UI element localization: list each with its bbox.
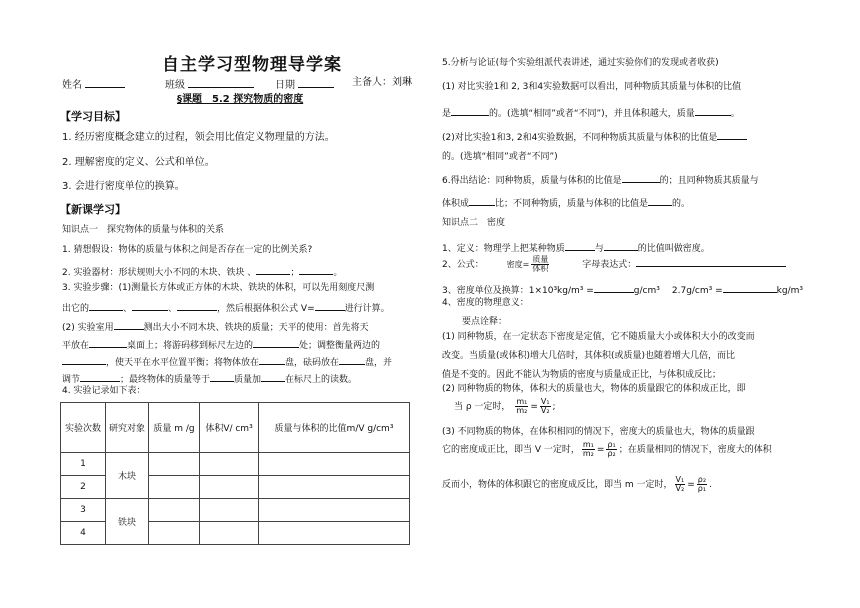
text: 调节 — [62, 375, 81, 385]
text: 它的密度成正比，即当 V 一定时， — [442, 445, 580, 455]
preparer: 主备人：刘琳 — [352, 77, 412, 88]
blank[interactable] — [80, 371, 120, 382]
blank[interactable] — [253, 337, 299, 348]
table-header-ratio: 质量与体积的比值m/V g/cm³ — [259, 403, 410, 453]
text: 。 — [333, 268, 343, 278]
fraction-numerator: 质量 — [532, 255, 549, 264]
blank[interactable] — [622, 172, 660, 183]
analysis-2-cont: 的。(选填“相同”或者“不同”) — [442, 152, 558, 162]
table-cell-no: 2 — [61, 476, 106, 499]
text: 平放在 — [62, 341, 90, 351]
blank[interactable] — [62, 354, 106, 365]
table-cell-ratio[interactable] — [259, 499, 410, 522]
date-label: 日期 — [275, 80, 295, 91]
text: g/cm³ — [633, 286, 660, 296]
class-label: 班级 — [165, 80, 185, 91]
balance-line-4 — [62, 371, 357, 386]
class-blank[interactable] — [188, 77, 254, 88]
blank[interactable] — [451, 105, 489, 116]
text: 与 — [594, 244, 604, 254]
new-lesson-heading: 【新课学习】 — [60, 203, 126, 216]
name-blank[interactable] — [85, 77, 125, 88]
table-cell-object: 木块 — [106, 453, 149, 499]
text: ，使天平在水平位置平衡；将物体放在 — [106, 358, 260, 368]
lesson-subtitle: §课题 5.2 探究物质的密度 — [177, 94, 304, 105]
balance-line-2 — [62, 337, 380, 352]
analysis-1: (1) 对比实验1和 2, 3和4实验数据可以看出，同种物质其质量与体积的比值 — [442, 82, 742, 92]
blank[interactable] — [132, 300, 168, 311]
text: ；最终物体的质量等于 — [120, 375, 211, 385]
table-header-volume: 体积V/ cm³ — [200, 403, 259, 453]
conclusion-cont — [442, 195, 690, 210]
fraction-numerator: ρ₂ — [697, 475, 707, 484]
table-cell-mass[interactable] — [149, 499, 200, 522]
text: 盘，砝码放在 — [285, 358, 340, 368]
text: 6.得出结论：同种物质，质量与体积的比值是 — [442, 176, 622, 186]
text: 测出大小不同木块、铁块的质量；天平的使用：首先将天 — [143, 323, 369, 333]
blank[interactable] — [177, 300, 217, 311]
density-meaning: 4、密度的物理意义： — [442, 298, 529, 308]
step-procedure-cont — [62, 300, 390, 315]
formula-fraction — [675, 476, 686, 493]
text: 体积成 — [442, 199, 470, 209]
text: (2)对比实验1和3, 2和4实验数据，不同种物质其质量与体积的比值是 — [442, 133, 718, 143]
blank[interactable] — [636, 256, 786, 267]
key-point-1-cont: 值是不变的。因此不能认为物质的密度与质量成正比，与体积成反比； — [442, 370, 722, 380]
balance-line-1 — [62, 319, 369, 334]
text: kg/m³ — [776, 286, 804, 296]
goal-item: 1. 经历密度概念建立的过程，领会用比值定义物理量的方法。 — [62, 132, 335, 143]
table-cell-volume[interactable] — [200, 522, 259, 545]
blank[interactable] — [695, 105, 731, 116]
step-guess: 1. 猜想假设：物体的质量与体积之间是否存在一定的比例关系? — [62, 245, 313, 255]
blank[interactable] — [594, 282, 634, 293]
key-point-2-formula: 当 ρ 一定时， $\frac{\text{m₁}}{\text{m₂}}$ = $\frac{\text{V₁}}{\text{V₂}}$ ; — [454, 397, 556, 415]
goals-heading: 【学习目标】 — [60, 110, 126, 123]
formula-label: 密度= — [506, 260, 530, 269]
fraction-denominator: V₂ — [675, 484, 685, 493]
text: 的比值叫做密度。 — [637, 244, 710, 254]
table-cell-volume[interactable] — [200, 453, 259, 476]
blank[interactable] — [723, 282, 777, 293]
fraction-numerator: m₁ — [582, 440, 594, 449]
text: 的；且同种物质其质量与 — [659, 176, 759, 186]
text: (2) 实验室用 — [62, 323, 114, 333]
blank[interactable] — [339, 354, 365, 365]
name-field — [62, 77, 125, 92]
name-label: 姓名 — [62, 80, 82, 91]
blank[interactable] — [648, 195, 672, 206]
analysis-heading: 5.分析与论证(每个实验组派代表讲述，通过实验你们的发现或者收获) — [442, 58, 719, 68]
key-point-3-cont: 反而小，物体的体积跟它的密度成反比，即当 m 一定时， $\frac{\text{V₁}}{\text{V₂}}$ = $\frac{\text{ρ₂}}{\text{ρ₁}}$ . — [442, 475, 712, 493]
key-point-1-cont: 改变。当质量(或体积)增大几倍时，其体积(或质量)也随着增大几倍，而比 — [442, 351, 736, 361]
table-cell-no: 3 — [61, 499, 106, 522]
goal-item: 3. 会进行密度单位的换算。 — [62, 181, 185, 192]
table-header-mass: 质量 m /g — [149, 403, 200, 453]
text: 质量加 — [234, 375, 262, 385]
table-header-object: 研究对象 — [106, 403, 149, 453]
density-units — [442, 282, 803, 297]
knowledge-point-2: 知识点二 密度 — [442, 218, 506, 228]
blank[interactable] — [604, 240, 638, 251]
text: 桌面上；将游码移到标尺左边的 — [127, 341, 254, 351]
table-cell-no: 4 — [61, 522, 106, 545]
blank[interactable] — [210, 371, 234, 382]
table-cell-ratio[interactable] — [259, 453, 410, 476]
fraction-denominator: V₂ — [540, 406, 550, 415]
key-point-2: (2) 同种物质的物体，体积大的质量也大，物体的质量跟它的体积成正比，即 — [442, 384, 746, 394]
blank[interactable] — [299, 264, 333, 275]
fraction-denominator: 体积 — [532, 264, 549, 273]
date-blank[interactable] — [298, 77, 334, 88]
text: 2. 实验器材：形状规则大小不同的木块、铁块 、 — [62, 268, 257, 278]
fraction-denominator: m₂ — [516, 406, 528, 415]
text: ，然后根据体积公式 V= — [217, 304, 315, 314]
table-cell-ratio[interactable] — [259, 476, 410, 499]
table-row — [61, 499, 410, 522]
text: 的。(选填“相同”或者“不同”)，并且体积越大，质量 — [489, 109, 695, 119]
text: 1、定义：物理学上把某种物质 — [442, 244, 565, 254]
blank[interactable] — [315, 300, 345, 311]
text: 是 — [442, 109, 452, 119]
text: ； — [290, 268, 300, 278]
text: 出它的 — [62, 304, 90, 314]
text: 2、公式： — [442, 260, 484, 270]
blank[interactable] — [256, 264, 290, 275]
page-title: 自主学习型物理导学案 — [162, 55, 342, 75]
text: 3、密度单位及换算：1×10³kg/m³ = — [442, 286, 594, 296]
key-point-1: (1) 同种物质，在一定状态下密度是定值，它不随质量大小或体积大小的改变而 — [442, 332, 755, 342]
text: 在标尺上的读数。 — [285, 375, 358, 385]
knowledge-point-1: 知识点一 探究物体的质量与体积的关系 — [62, 225, 225, 235]
text: 处；调整衡量两边的 — [299, 341, 381, 351]
date-field — [275, 77, 334, 92]
formula-fraction — [697, 476, 707, 493]
blank[interactable] — [261, 371, 285, 382]
text: 盘，并 — [365, 358, 393, 368]
density-formula — [442, 256, 786, 273]
table-cell-volume[interactable] — [200, 476, 259, 499]
text: 比；不同种物质，质量与体积的比值是 — [495, 199, 649, 209]
fraction-numerator: V₁ — [540, 397, 550, 406]
analysis-2 — [442, 129, 747, 144]
class-field — [165, 77, 254, 92]
blank[interactable] — [469, 195, 495, 206]
text: ；在质量相同的情况下，密度大的体积 — [618, 445, 772, 455]
key-point-3-formula: 它的密度成正比，即当 V 一定时， $\frac{\text{m₁}}{\text{m₂}}$ = $\frac{\text{ρ₁}}{\text{ρ₂}}$ ；在质量相同的情况下，密度大的体积 — [442, 440, 772, 458]
blank[interactable] — [565, 240, 595, 251]
step-procedure: 3. 实验步骤：(1)测量长方体或正方体的木块、铁块的体积，可以先用刻度尺测 — [62, 283, 375, 293]
formula-fraction — [606, 441, 616, 458]
balance-line-3 — [62, 354, 392, 369]
table-row — [61, 453, 410, 476]
table-cell-no: 1 — [61, 453, 106, 476]
table-cell-ratio[interactable] — [259, 522, 410, 545]
record-table-caption: 4. 实验记录如下表： — [62, 386, 146, 396]
blank[interactable] — [717, 129, 747, 140]
text: 当 ρ 一定时， — [454, 402, 511, 412]
table-cell-mass[interactable] — [149, 476, 200, 499]
table-cell-volume[interactable] — [200, 499, 259, 522]
fraction-denominator: m₂ — [582, 449, 594, 458]
density-fraction — [531, 256, 549, 273]
text: 2.7g/cm³ = — [671, 286, 723, 296]
formula-fraction — [540, 398, 551, 415]
key-points-label: 要点诠释： — [462, 317, 508, 327]
table-cell-mass[interactable] — [149, 522, 200, 545]
text: 、 — [123, 304, 133, 314]
text: 的。 — [672, 199, 691, 209]
text: 。 — [730, 109, 740, 119]
fraction-numerator: m₁ — [516, 397, 528, 406]
table-header-no: 实验次数 — [61, 403, 106, 453]
fraction-numerator: V₁ — [675, 475, 685, 484]
record-table — [60, 402, 410, 545]
step-equipment — [62, 264, 342, 279]
blank[interactable] — [89, 337, 127, 348]
table-cell-mass[interactable] — [149, 453, 200, 476]
blank[interactable] — [259, 354, 285, 365]
formula-fraction — [582, 441, 595, 458]
text: 、 — [168, 304, 178, 314]
formula-fraction — [515, 398, 528, 415]
table-cell-object: 铁块 — [106, 499, 149, 545]
analysis-1-cont — [442, 105, 740, 120]
goal-item: 2. 理解密度的定义、公式和单位。 — [62, 157, 215, 168]
conclusion — [442, 172, 759, 187]
text: 进行计算。 — [344, 304, 390, 314]
fraction-denominator: ρ₁ — [697, 484, 707, 493]
text: 字母表达式： — [582, 260, 637, 270]
density-definition — [442, 240, 710, 255]
blank[interactable] — [114, 319, 144, 330]
blank[interactable] — [89, 300, 123, 311]
text: 反而小，物体的体积跟它的密度成反比，即当 m 一定时， — [442, 480, 673, 490]
key-point-3: (3) 不同物质的物体，在体积相同的情况下，密度大的质量也大，物体的质量跟 — [442, 427, 755, 437]
fraction-numerator: ρ₁ — [607, 440, 616, 449]
fraction-denominator: ρ₂ — [607, 449, 616, 458]
